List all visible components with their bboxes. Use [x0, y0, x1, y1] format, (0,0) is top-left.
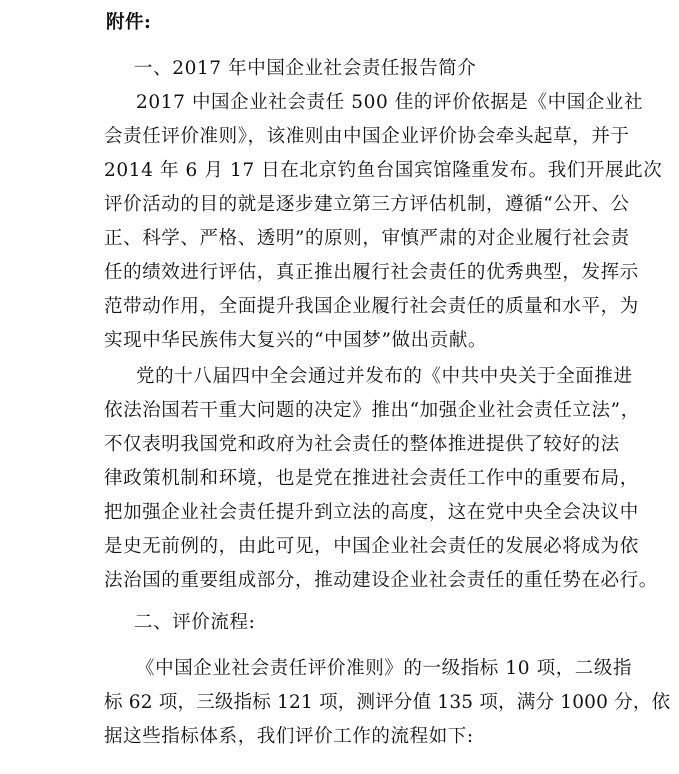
- section-2-title: 二、评价流程:: [134, 612, 256, 633]
- paragraph-3-line: 据这些指标体系，我们评价工作的流程如下:: [104, 726, 474, 747]
- paragraph-3-line: 标 62 项，三级指标 121 项，测评分值 135 项，满分 1000 分，依: [104, 692, 671, 713]
- paragraph-1-line: 正、科学、严格、透明”的原则，审慎严肃的对企业履行社会责: [104, 228, 630, 249]
- paragraph-1-line: 2014 年 6 月 17 日在北京钓鱼台国宾馆隆重发布。我们开展此次: [104, 160, 663, 181]
- paragraph-1-line: 任的绩效进行评估，真正推出履行社会责任的优秀典型，发挥示: [104, 262, 639, 283]
- paragraph-1-line: 范带动作用，全面提升我国企业履行社会责任的质量和水平，为: [104, 296, 639, 317]
- paragraph-2-line: 把加强企业社会责任提升到立法的高度，这在党中央全会决议中: [104, 502, 639, 523]
- paragraph-1-line: 实现中华民族伟大复兴的“中国梦”做出贡献。: [104, 330, 488, 351]
- paragraph-2-line: 党的十八届四中全会通过并发布的《中共中央关于全面推进: [136, 366, 633, 387]
- paragraph-2-line: 律政策机制和环境，也是党在推进社会责任工作中的重要布局，: [104, 468, 639, 489]
- paragraph-2-line: 是史无前例的，由此可见，中国企业社会责任的发展必将成为依: [104, 536, 639, 557]
- attachment-label: 附件:: [106, 12, 152, 33]
- paragraph-1-line: 评价活动的目的就是逐步建立第三方评估机制，遵循“公开、公: [104, 194, 630, 215]
- paragraph-1-line: 2017 中国企业社会责任 500 佳的评价依据是《中国企业社: [136, 92, 644, 113]
- paragraph-2-line: 法治国的重要组成部分，推动建设企业社会责任的重任势在必行。: [104, 570, 658, 591]
- paragraph-2-line: 依法治国若干重大问题的决定》推出“加强企业社会责任立法”，: [104, 400, 640, 421]
- paragraph-1-line: 会责任评价准则》，该准则由中国企业评价协会牵头起草，并于: [104, 126, 630, 147]
- section-1-title: 一、2017 年中国企业社会责任报告简介: [134, 58, 477, 79]
- paragraph-3-line: 《中国企业社会责任评价准则》的一级指标 10 项，二级指: [136, 658, 633, 679]
- paragraph-2-line: 不仅表明我国党和政府为社会责任的整体推进提供了较好的法: [104, 434, 620, 455]
